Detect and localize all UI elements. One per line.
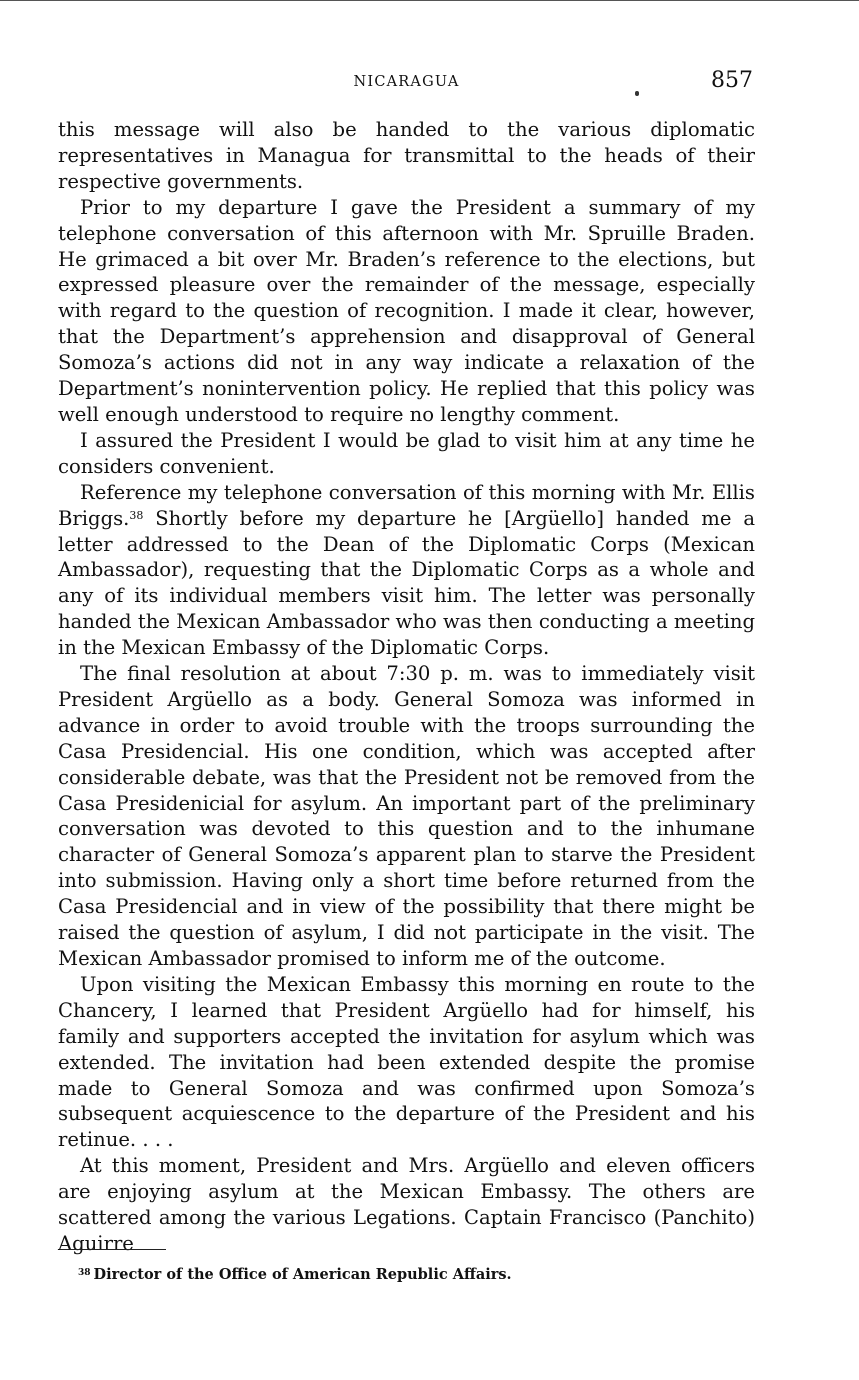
footnote-divider <box>60 1249 166 1250</box>
paragraph-braden-conversation: Prior to my departure I gave the President a summary of my telephone conversation of this afternoon with Mr. Spruille Braden. He grimaced a bit over Mr. Braden’s reference to the elections, but expressed pleasure over the remainder of the message, especially with regard to the question of recognition. I made it clear, however, that the Department’s apprehension and disapproval of General Somoza’s actions did not in any way indicate a relaxation of the Department’s nonintervention policy. He replied that this policy was well enough understood to require no lengthy comment. <box>58 195 755 426</box>
paragraph-asylum-status: At this moment, President and Mrs. Argüello and eleven officers are enjoying asylum at the Mexican Embassy. The others are scattered among the various Legations. Captain Francisco (Panchito) Aguirre <box>58 1154 755 1255</box>
paragraph-briggs-letter <box>58 480 755 661</box>
paragraph-continued: this message will also be handed to the various diplomatic representatives in Managua for transmittal to the heads of their respective governments. <box>58 118 755 193</box>
footnote-text: Director of the Office of American Republic Affairs. <box>93 1266 512 1283</box>
footnote <box>78 1266 755 1284</box>
running-header <box>58 68 755 98</box>
footnote-reference: 38 <box>129 508 144 522</box>
footnote-number: 38 <box>78 1267 91 1278</box>
print-speck <box>635 91 639 96</box>
paragraph-briggs-text-end: Shortly before my departure he [Argüello] handed me a letter addressed to the Dean of the Diplomatic Corps (Mexican Ambassador), requesting that the Diplomatic Corps as a whole and any of its individual members visit him. The letter was personally handed the Mexican Ambassador who was then conducting a meeting in the Mexican Embassy of the Diplomatic Corps. <box>58 506 755 660</box>
running-title: NICARAGUA <box>353 74 460 90</box>
top-border-rule <box>0 0 859 1</box>
page-number: 857 <box>711 68 753 93</box>
paragraph-assurance: I assured the President I would be glad to visit him at any time he considers convenient. <box>58 428 755 478</box>
paragraph-embassy-visit: Upon visiting the Mexican Embassy this morning en route to the Chancery, I learned that President Argüello had for himself, his family and supporters accepted the invitation for asylum which was extended. The invitation had been extended despite the promise made to General Somoza and was confirmed upon Somoza’s subsequent acquiescence to the departure of the President and his retinue. . . . <box>58 972 755 1152</box>
paragraph-briggs-text-start: Reference my telephone conversation of this morning with Mr. Ellis Briggs. <box>58 480 755 530</box>
body-text <box>58 117 755 1257</box>
paragraph-final-resolution: The final resolution at about 7:30 p. m. was to immediately visit President Argüello as a body. General Somoza was informed in advance in order to avoid trouble with the troops surrounding the Casa Presidencial. His one condition, which was accepted after considerable debate, was that the President not be removed from the Casa Presidenicial for asylum. An important part of the preliminary conversation was devoted to this question and to the inhumane character of General Somoza’s apparent plan to starve the President into submission. Having only a short time before returned from the Casa Presidencial and in view of the possibility that there might be raised the question of asylum, I did not participate in the visit. The Mexican Ambassador promised to inform me of the outcome. <box>58 662 755 970</box>
